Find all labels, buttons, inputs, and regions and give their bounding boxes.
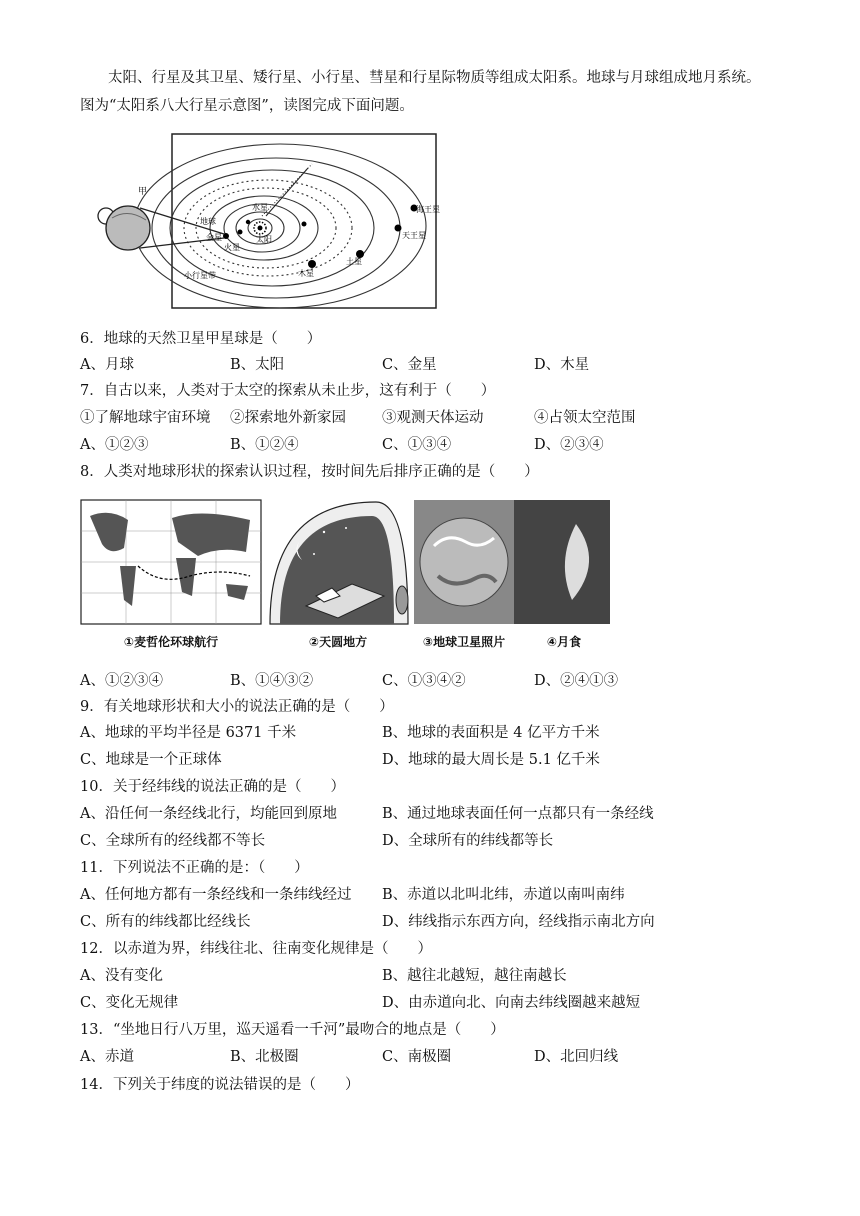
q7-item-3: ③观测天体运动: [382, 410, 484, 426]
q7-option-a[interactable]: A、①②③: [80, 437, 149, 453]
label-uranus: 天王星: [402, 231, 426, 240]
label-jupiter: 木星: [298, 269, 314, 278]
q13-option-d[interactable]: D、北回归线: [534, 1049, 619, 1065]
figure-round-sky-label: ②天圆地方: [308, 635, 368, 649]
q12-option-c[interactable]: C、变化无规律: [80, 995, 179, 1011]
q12-option-a[interactable]: A、没有变化: [80, 968, 163, 984]
q11-option-c[interactable]: C、所有的纬线都比经线长: [80, 914, 251, 930]
q6-option-c[interactable]: C、金星: [382, 357, 437, 373]
q9-option-c[interactable]: C、地球是一个正球体: [80, 752, 222, 768]
figure-satellite-photo-label: ③地球卫星照片: [422, 635, 506, 649]
q6-option-b[interactable]: B、太阳: [230, 357, 285, 373]
q8-option-b[interactable]: B、①④③②: [230, 673, 314, 689]
q11-option-d[interactable]: D、纬线指示东西方向，经线指示南北方向: [382, 914, 655, 930]
q9-stem: 9．有关地球形状和大小的说法正确的是（ ）: [80, 699, 394, 715]
intro-line-2: 图为“太阳系八大行星示意图”，读图完成下面问题。: [80, 98, 414, 114]
q12-stem: 12．以赤道为界，纬线往北、往南变化规律是（ ）: [80, 941, 432, 957]
q8-option-d[interactable]: D、②④①③: [534, 673, 619, 689]
q10-option-a[interactable]: A、沿任何一条经线北行，均能回到原地: [80, 806, 337, 822]
q13-option-c[interactable]: C、南极圈: [382, 1049, 452, 1065]
figure-magellan: [80, 496, 262, 654]
label-earth: 地球: [200, 217, 216, 226]
label-mars: 火星: [224, 243, 240, 252]
figure-satellite-photo: [414, 496, 514, 654]
q7-option-b[interactable]: B、①②④: [230, 437, 299, 453]
q12-option-d[interactable]: D、由赤道向北、向南去纬线圈越来越短: [382, 995, 641, 1011]
q8-option-c[interactable]: C、①③④②: [382, 673, 466, 689]
q7-item-2: ②探索地外新家园: [230, 410, 346, 426]
label-saturn: 土星: [346, 257, 362, 266]
intro-line-1: 太阳、行星及其卫星、矮行星、小行星、彗星和行星际物质等组成太阳系。地球与月球组成地月系统。: [108, 70, 761, 86]
q13-option-b[interactable]: B、北极圈: [230, 1049, 299, 1065]
q13-stem: 13．“坐地日行八万里，巡天遥看一千河”最吻合的地点是（ ）: [80, 1022, 505, 1038]
q10-stem: 10．关于经纬线的说法正确的是（ ）: [80, 779, 345, 795]
label-mercury: 水星: [252, 203, 268, 212]
label-sun: 太阳: [256, 235, 272, 244]
q6-stem: 6．地球的天然卫星甲星球是（ ）: [80, 331, 322, 347]
q6-option-d[interactable]: D、木星: [534, 357, 590, 373]
figure-round-sky: [266, 496, 410, 654]
q9-option-d[interactable]: D、地球的最大周长是 5.1 亿千米: [382, 752, 600, 768]
q6-option-a[interactable]: A、月球: [80, 357, 134, 373]
figure-lunar-eclipse: [514, 496, 614, 654]
q9-option-b[interactable]: B、地球的表面积是 4 亿平方千米: [382, 725, 600, 741]
q7-item-1: ①了解地球宇宙环境: [80, 410, 211, 426]
label-neptune: 海王星: [416, 205, 440, 214]
label-venus: 金星: [206, 233, 222, 242]
q12-option-b[interactable]: B、越往北越短，越往南越长: [382, 968, 567, 984]
q7-option-d[interactable]: D、②③④: [534, 437, 604, 453]
q8-option-a[interactable]: A、①②③④: [80, 673, 163, 689]
figure-lunar-eclipse-label: ④月食: [546, 635, 582, 649]
q10-option-d[interactable]: D、全球所有的纬线都等长: [382, 833, 554, 849]
solar-system-figure: [76, 128, 446, 314]
label-jia: 甲: [138, 187, 148, 197]
q9-option-a[interactable]: A、地球的平均半径是 6371 千米: [80, 725, 297, 741]
figure-magellan-label: ①麦哲伦环球航行: [123, 635, 219, 649]
q11-stem: 11．下列说法不正确的是：（ ）: [80, 860, 309, 876]
label-asteroid-belt: 小行星带: [184, 271, 216, 280]
q7-stem: 7．自古以来，人类对于太空的探索从未止步，这有利于（ ）: [80, 383, 496, 399]
q10-option-b[interactable]: B、通过地球表面任何一点都只有一条经线: [382, 806, 654, 822]
q10-option-c[interactable]: C、全球所有的经线都不等长: [80, 833, 266, 849]
q13-option-a[interactable]: A、赤道: [80, 1049, 134, 1065]
q11-option-a[interactable]: A、任何地方都有一条经线和一条纬线经过: [80, 887, 352, 903]
q7-item-4: ④占领太空范围: [534, 410, 636, 426]
q14-stem: 14．下列关于纬度的说法错误的是（ ）: [80, 1077, 360, 1093]
q7-option-c[interactable]: C、①③④: [382, 437, 452, 453]
q8-stem: 8．人类对地球形状的探索认识过程，按时间先后排序正确的是（ ）: [80, 464, 539, 480]
q11-option-b[interactable]: B、赤道以北叫北纬，赤道以南叫南纬: [382, 887, 625, 903]
